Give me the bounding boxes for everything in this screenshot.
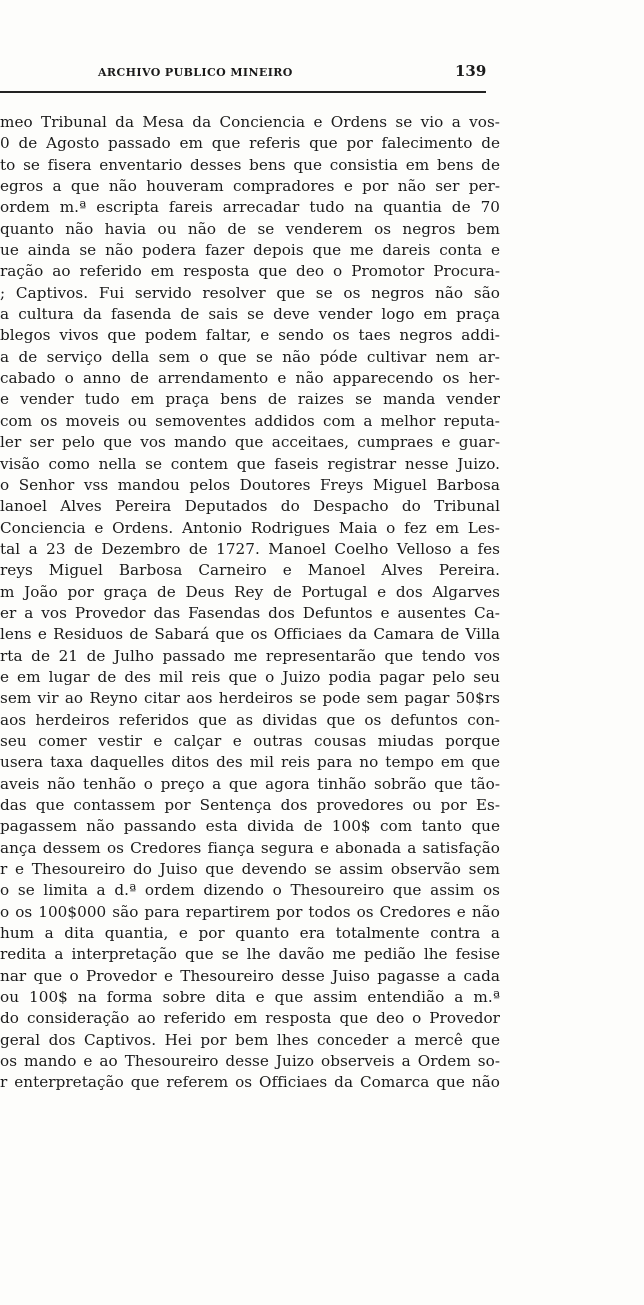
text-line: tal a 23 de Dezembro de 1727. Manoel Coelho Velloso a fes (0, 539, 500, 558)
body-text (0, 112, 500, 1192)
text-line: a de serviço della sem o que se não póde cultivar nem ar- (0, 347, 500, 366)
text-line: er a vos Provedor das Fasendas dos Defuntos e ausentes Ca- (0, 603, 500, 622)
text-line: do consideração ao referido em resposta que deo o Provedor (0, 1009, 500, 1028)
text-line: lanoel Alves Pereira Deputados do Despacho do Tribunal (0, 497, 500, 516)
text-line: r enterpretação que referem os Officiaes da Comarca que não (0, 1073, 500, 1092)
text-line: r e Thesoureiro do Juiso que devendo se assim observão sem (0, 860, 500, 879)
text-line: os mando e ao Thesoureiro desse Juizo observeis a Ordem so- (0, 1052, 500, 1071)
text-line: ração ao referido em resposta que deo o Promotor Procura- (0, 262, 500, 281)
text-line: ança dessem os Credores fiança segura e abonada a satisfação (0, 838, 500, 857)
text-line: nar que o Provedor e Thesoureiro desse Juiso pagasse a cada (0, 966, 500, 985)
text-line: m João por graça de Deus Rey de Portugal e dos Algarves (0, 582, 500, 601)
text-line: geral dos Captivos. Hei por bem lhes conceder a mercê que (0, 1030, 500, 1049)
text-line: das que contassem por Sentença dos provedores ou por Es- (0, 796, 500, 814)
text-line: o se limita a d.ª ordem dizendo o Thesoureiro que assim os (0, 881, 500, 900)
text-line: ler ser pelo que vos mando que acceitaes, cumpraes e guar- (0, 433, 500, 452)
text-line: to se fisera enventario desses bens que consistia em bens de (0, 155, 500, 174)
text-line: sem vir ao Reyno citar aos herdeiros se pode sem pagar 50$rs (0, 689, 500, 708)
text-line: aos herdeiros referidos que as dividas que os defuntos con- (0, 710, 500, 729)
header-rule (0, 91, 486, 93)
text-line: egros a que não houveram compradores e por não ser per- (0, 177, 500, 196)
text-line: e em lugar de des mil reis que o Juizo podia pagar pelo seu (0, 667, 500, 686)
text-line: pagassem não passando esta divida de 100$ com tanto que (0, 817, 500, 836)
text-line: com os moveis ou semoventes addidos com a melhor reputa- (0, 411, 500, 430)
text-line: a cultura da fasenda de sais se deve vender logo em praça (0, 305, 500, 324)
text-line: redita a interpretação que se lhe davão me pedião lhe fesise (0, 945, 500, 964)
text-line: e vender tudo em praça bens de raizes se manda vender (0, 390, 500, 409)
text-line: cabado o anno de arrendamento e não apparecendo os her- (0, 369, 500, 388)
text-line: o Senhor vss mandou pelos Doutores Freys Miguel Barbosa (0, 475, 500, 494)
text-line: reys Miguel Barbosa Carneiro e Manoel Alves Pereira. (0, 561, 500, 580)
text-line: o os 100$000 são para repartirem por todos os Credores e não (0, 902, 500, 921)
text-line: visão como nella se contem que faseis registrar nesse Juizo. (0, 454, 500, 473)
text-line: usera taxa daquelles ditos des mil reis para no tempo em que (0, 753, 500, 772)
text-line: ordem m.ª escripta fareis arrecadar tudo na quantia de 70 (0, 198, 500, 217)
text-line: 0 de Agosto passado em que referis que por falecimento de (0, 134, 500, 153)
running-title: ARCHIVO PUBLICO MINEIRO (98, 66, 293, 79)
text-line: meo Tribunal da Mesa da Conciencia e Ordens se vio a vos- (0, 113, 500, 131)
text-line: ou 100$ na forma sobre dita e que assim entendião a m.ª (0, 988, 500, 1007)
text-line: hum a dita quantia, e por quanto era totalmente contra a (0, 924, 500, 943)
text-line: quanto não havia ou não de se venderem os negros bem (0, 219, 500, 238)
page-number: 139 (455, 62, 487, 80)
text-line: rta de 21 de Julho passado me representarão que tendo vos (0, 646, 500, 665)
text-line: ue ainda se não podera fazer depois que me dareis conta e (0, 241, 500, 260)
text-line: ; Captivos. Fui servido resolver que se os negros não são (0, 283, 500, 302)
running-header (0, 62, 490, 84)
text-line: aveis não tenhão o preço a que agora tinhão sobrão que tão- (0, 774, 500, 793)
text-line: seu comer vestir e calçar e outras cousas miudas porque (0, 731, 500, 750)
text-line: lens e Residuos de Sabará que os Officiaes da Camara de Villa (0, 625, 500, 644)
text-line: Conciencia e Ordens. Antonio Rodrigues Maia o fez em Les- (0, 518, 500, 537)
text-line: blegos vivos que podem faltar, e sendo os taes negros addi- (0, 326, 500, 345)
